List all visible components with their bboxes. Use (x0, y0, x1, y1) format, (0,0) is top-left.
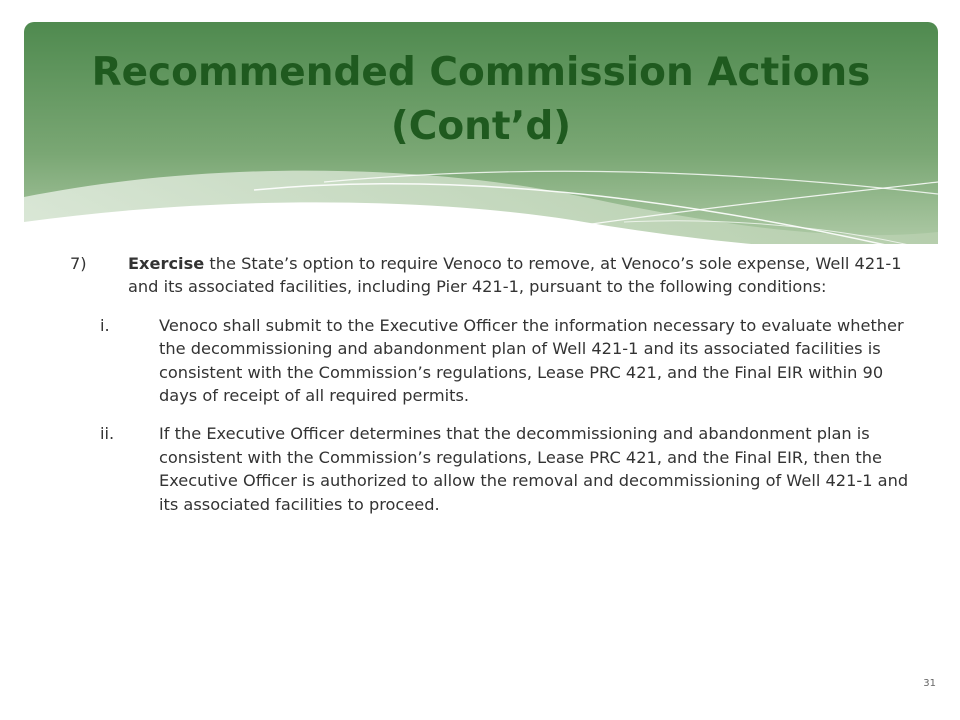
sub-item-number: i. (100, 315, 110, 335)
sub-item-text: Venoco shall submit to the Executive Officer the information necessary to evaluate whether the decommissioning and abandonment plan of Well 421-1 and its associated facilities is consistent with the Commission’s regulations, Lease PRC 421, and the Final EIR within 90 days of receipt of all required permits. (159, 315, 904, 406)
slide-title-line-1: Recommended Commission Actions (91, 50, 871, 95)
slide-title-line-2: (Cont’d) (390, 104, 572, 149)
page-number: 31 (923, 678, 936, 689)
sub-item (70, 314, 910, 408)
sub-item (70, 422, 910, 516)
slide-title (24, 46, 938, 154)
sub-item-number: ii. (100, 424, 115, 444)
numbered-item (70, 252, 910, 299)
slide-body (70, 252, 910, 516)
item-lead-bold: Exercise (128, 254, 205, 273)
item-body: the State’s option to require Venoco to remove, at Venoco’s sole expense, Well 421-1 and its associated facilities, including Pier 421-1, pursuant to the following conditions: (128, 254, 902, 297)
item-text (128, 252, 910, 299)
sub-item-text: If the Executive Officer determines that the decommissioning and abandonment plan is consistent with the Commission’s regulations, Lease PRC 421, and the Final EIR, then the Executive Officer is authorized to allow the removal and decommissioning of Well 421-1 and its associated facilities to proceed. (159, 424, 909, 514)
item-number: 7) (70, 254, 87, 273)
